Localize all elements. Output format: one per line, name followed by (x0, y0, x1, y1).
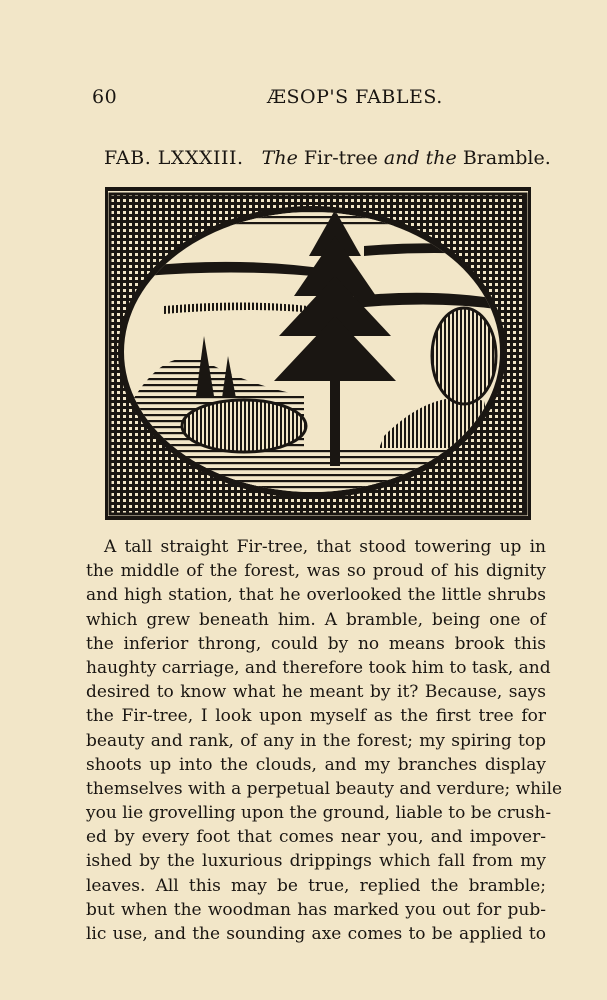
text-line: ished by the luxurious drippings which fall from my (86, 851, 546, 872)
fable-title-the: The (261, 147, 298, 169)
text-line: A tall straight Fir-tree, that stood towering up in (104, 537, 546, 557)
text-line: which grew beneath him. A bramble, being one of (86, 609, 546, 630)
text-line: themselves with a perpetual beauty and verdure; while (86, 778, 563, 799)
text-line: leaves. All this may be true, replied the bramble; (86, 875, 546, 896)
woodcut-fir-tree-bramble-icon (104, 186, 532, 522)
text-line: desired to know what he meant by it? Because, says (86, 682, 546, 703)
book-title: ÆSOP'S FABLES. (267, 86, 443, 108)
fable-title-subject-1: Fir-tree (303, 147, 378, 169)
fable-number: FAB. LXXXIII. (104, 147, 244, 169)
text-line: haughty carriage, and therefore took him to task, and (86, 657, 551, 678)
text-line: lic use, and the sounding axe comes to be applied to (86, 924, 546, 944)
fable-body-text (86, 535, 563, 946)
text-line: but when the woodman has marked you out for pub- (86, 899, 546, 920)
fable-title-subject-2: Bramble. (462, 147, 551, 169)
running-head (92, 86, 547, 112)
fable-heading (104, 147, 551, 169)
text-line: the middle of the forest, was so proud of his dignity (86, 561, 546, 582)
text-line: shoots up into the clouds, and my branches display (86, 754, 546, 775)
text-line: and high station, that he overlooked the little shrubs (86, 585, 546, 606)
text-line: the inferior throng, could by no means brook this (86, 633, 546, 654)
text-line: ed by every foot that comes near you, and impover- (86, 827, 546, 848)
fable-title-and-the: and the (383, 147, 457, 169)
page-number: 60 (92, 86, 118, 108)
text-line: the Fir-tree, I look upon myself as the first tree for (86, 706, 546, 727)
text-line: beauty and rank, of any in the forest; my spiring top (86, 730, 546, 751)
text-line: you lie grovelling upon the ground, liable to be crush- (86, 803, 552, 824)
